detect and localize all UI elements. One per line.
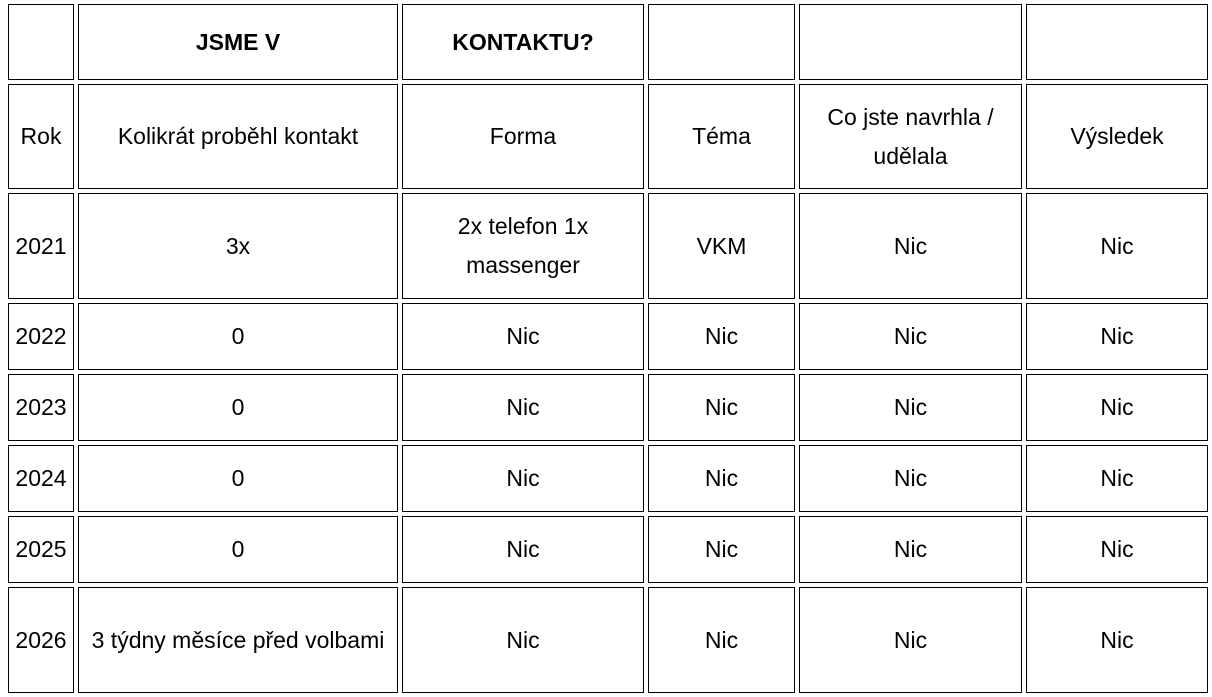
contact-table (4, 0, 1212, 697)
cell-vysledek: Nic (1026, 303, 1208, 370)
cell-tema: Nic (648, 303, 795, 370)
cell-kolikrat: 3x (78, 193, 398, 299)
cell-navrhla: Nic (799, 303, 1022, 370)
title-cell-empty (648, 4, 795, 80)
title-row (8, 4, 1208, 80)
cell-rok: 2021 (8, 193, 74, 299)
cell-navrhla: Nic (799, 516, 1022, 583)
header-vysledek: Výsledek (1026, 84, 1208, 189)
table-row (8, 193, 1208, 299)
cell-rok: 2025 (8, 516, 74, 583)
cell-vysledek: Nic (1026, 374, 1208, 441)
cell-rok: 2024 (8, 445, 74, 512)
cell-forma: Nic (402, 303, 644, 370)
cell-vysledek: Nic (1026, 516, 1208, 583)
cell-kolikrat: 0 (78, 516, 398, 583)
cell-rok: 2026 (8, 587, 74, 693)
cell-tema: Nic (648, 587, 795, 693)
cell-kolikrat: 0 (78, 445, 398, 512)
cell-vysledek: Nic (1026, 445, 1208, 512)
cell-kolikrat: 0 (78, 374, 398, 441)
cell-rok: 2022 (8, 303, 74, 370)
cell-forma: Nic (402, 445, 644, 512)
cell-vysledek: Nic (1026, 587, 1208, 693)
header-navrhla: Co jste navrhla / udělala (799, 84, 1022, 189)
cell-kolikrat: 0 (78, 303, 398, 370)
table-row (8, 516, 1208, 583)
header-row (8, 84, 1208, 189)
cell-navrhla: Nic (799, 374, 1022, 441)
title-part-1: JSME V (78, 4, 398, 80)
cell-rok: 2023 (8, 374, 74, 441)
cell-forma: 2x telefon 1x massenger (402, 193, 644, 299)
cell-forma: Nic (402, 374, 644, 441)
cell-navrhla: Nic (799, 587, 1022, 693)
cell-vysledek: Nic (1026, 193, 1208, 299)
cell-forma: Nic (402, 516, 644, 583)
cell-tema: Nic (648, 516, 795, 583)
header-rok: Rok (8, 84, 74, 189)
cell-navrhla: Nic (799, 193, 1022, 299)
table-row (8, 587, 1208, 693)
table-row (8, 303, 1208, 370)
cell-tema: VKM (648, 193, 795, 299)
title-cell-empty (799, 4, 1022, 80)
title-part-2: KONTAKTU? (402, 4, 644, 80)
cell-navrhla: Nic (799, 445, 1022, 512)
cell-tema: Nic (648, 374, 795, 441)
header-kolikrat: Kolikrát proběhl kontakt (78, 84, 398, 189)
table-row (8, 374, 1208, 441)
title-cell-empty (8, 4, 74, 80)
header-forma: Forma (402, 84, 644, 189)
table-row (8, 445, 1208, 512)
cell-tema: Nic (648, 445, 795, 512)
title-cell-empty (1026, 4, 1208, 80)
header-tema: Téma (648, 84, 795, 189)
cell-kolikrat: 3 týdny měsíce před volbami (78, 587, 398, 693)
cell-forma: Nic (402, 587, 644, 693)
